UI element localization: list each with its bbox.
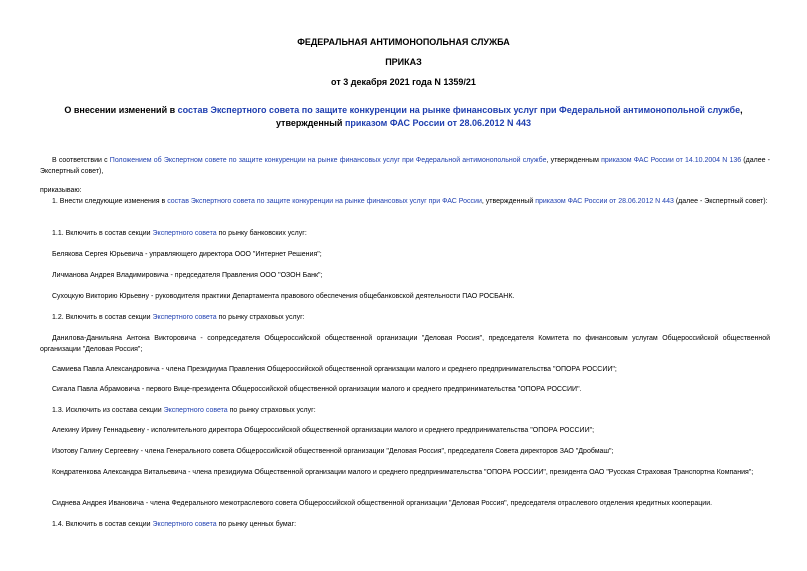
item-1-1-text-2: по рынку банковских услуг: bbox=[216, 230, 307, 237]
item-1-2-text-2: по рынку страховых услуг: bbox=[216, 314, 305, 321]
preamble-link-order[interactable]: приказом ФАС России от 14.10.2004 N 136 bbox=[601, 157, 742, 164]
item-1-2-text-1: 1.2. Включить в состав секции bbox=[52, 314, 153, 321]
title-middle: , утвержденный bbox=[275, 105, 743, 128]
item-1-text-1: 1. Внести следующие изменения в bbox=[52, 198, 168, 205]
person-kondratenkov: Кондратенкова Александра Витальевича - члена президиума Общественной организации малого и среднего предпринимательства "ОПОРА РОССИИ", президента ОАО "Русская Страховая Транспортна Компания"; bbox=[52, 469, 754, 476]
item-1-link-order[interactable]: приказом ФАС России от 28.06.2012 N 443 bbox=[535, 198, 674, 205]
preamble-text-2: , утвержденным bbox=[546, 157, 602, 164]
preamble-text-1: В соответствии с bbox=[52, 157, 110, 164]
person-sigal: Сигала Павла Абрамовича - первого Вице-президента Общероссийской общественной организации малого и среднего предпринимательства "ОПОРА РОССИИ". bbox=[52, 386, 582, 393]
item-1-text-3: (далее - Экспертный совет): bbox=[673, 198, 768, 205]
person-belyakov: Белякова Сергея Юрьевича - управляющего директора ООО "Интернет Решения"; bbox=[52, 251, 322, 258]
item-1-3 bbox=[40, 405, 770, 416]
item-1-3-text-1: 1.3. Исключить из состава секции bbox=[52, 407, 164, 414]
agency-heading: ФЕДЕРАЛЬНАЯ АНТИМОНОПОЛЬНАЯ СЛУЖБА bbox=[297, 37, 510, 47]
item-1-4-link[interactable]: Экспертного совета bbox=[152, 521, 217, 528]
item-1-4-text-1: 1.4. Включить в состав секции bbox=[52, 521, 153, 528]
person-danilov-danilyan: Данилова-Данильяна Антона Викторовича - сопредседателя Общероссийской общественной организации "Деловая Россия", председателя Комитета по финансовым услугам Общероссийской общественной организации "Деловая Россия"; bbox=[40, 335, 770, 353]
person-sukhotskaya: Сухоцкую Викторию Юрьевну - руководителя практики Департамента правового обеспечения общебанковской деятельности ПАО РОСБАНК. bbox=[52, 293, 515, 300]
person-alekhina: Алехину Ирину Геннадьевну - исполнительного директора Общероссийской общественной организации малого и среднего предпринимательства "ОПОРА РОССИИ"; bbox=[52, 427, 595, 434]
item-1-text-2: , утвержденный bbox=[481, 198, 536, 205]
item-1-2-link[interactable]: Экспертного совета bbox=[152, 314, 217, 321]
item-1-1-text-1: 1.1. Включить в состав секции bbox=[52, 230, 153, 237]
person-samiev: Самиева Павла Александровича - члена Президиума Правления Общероссийской общественной организации малого и среднего предпринимательства "ОПОРА РОССИИ"; bbox=[52, 366, 617, 373]
title-prefix: О внесении изменений в bbox=[64, 105, 178, 115]
item-1-2 bbox=[40, 312, 770, 323]
order-word: приказываю: bbox=[40, 187, 82, 194]
item-1-3-link[interactable]: Экспертного совета bbox=[163, 407, 228, 414]
doc-type-heading: ПРИКАЗ bbox=[385, 57, 422, 67]
title-link-order[interactable]: приказом ФАС России от 28.06.2012 N 443 bbox=[344, 118, 532, 128]
item-1-1-link[interactable]: Экспертного совета bbox=[152, 230, 217, 237]
item-1-4-text-2: по рынку ценных бумаг: bbox=[216, 521, 297, 528]
preamble-text-3: (далее - Экспертный совет), bbox=[40, 157, 770, 175]
date-number-heading: от 3 декабря 2021 года N 1359/21 bbox=[331, 77, 476, 87]
person-sidnev: Сиднева Андрея Ивановича - члена Федерального межотраслевого совета Общероссийской общественной организации "Деловая Россия", председателя отраслевого отделения кредитных кооперации. bbox=[52, 500, 713, 507]
item-1-4 bbox=[40, 519, 770, 530]
person-izotova: Изотову Галину Сергеевну - члена Генерального совета Общероссийской общественной организации "Деловая Россия", председателя Совета директоров ЗАО "Дробмаш"; bbox=[52, 448, 614, 455]
preamble-link-regulation[interactable]: Положением об Экспертном совете по защите конкуренции на рынке финансовых услуг при Федеральной антимонопольной службе bbox=[109, 157, 547, 164]
item-1 bbox=[40, 196, 770, 207]
title-link-council[interactable]: состав Экспертного совета по защите конкуренции на рынке финансовых услуг при Федеральной антимонопольной службе bbox=[177, 105, 741, 115]
preamble-paragraph bbox=[40, 155, 770, 177]
item-1-1 bbox=[40, 228, 770, 239]
person-lichmanov: Личманова Андрея Владимировича - председателя Правления ООО "ОЗОН Банк"; bbox=[52, 272, 323, 279]
document-title bbox=[40, 104, 767, 130]
item-1-3-text-2: по рынку страховых услуг: bbox=[227, 407, 316, 414]
item-1-link-composition[interactable]: состав Экспертного совета по защите конкуренции на рынке финансовых услуг при ФАС России bbox=[167, 198, 482, 205]
